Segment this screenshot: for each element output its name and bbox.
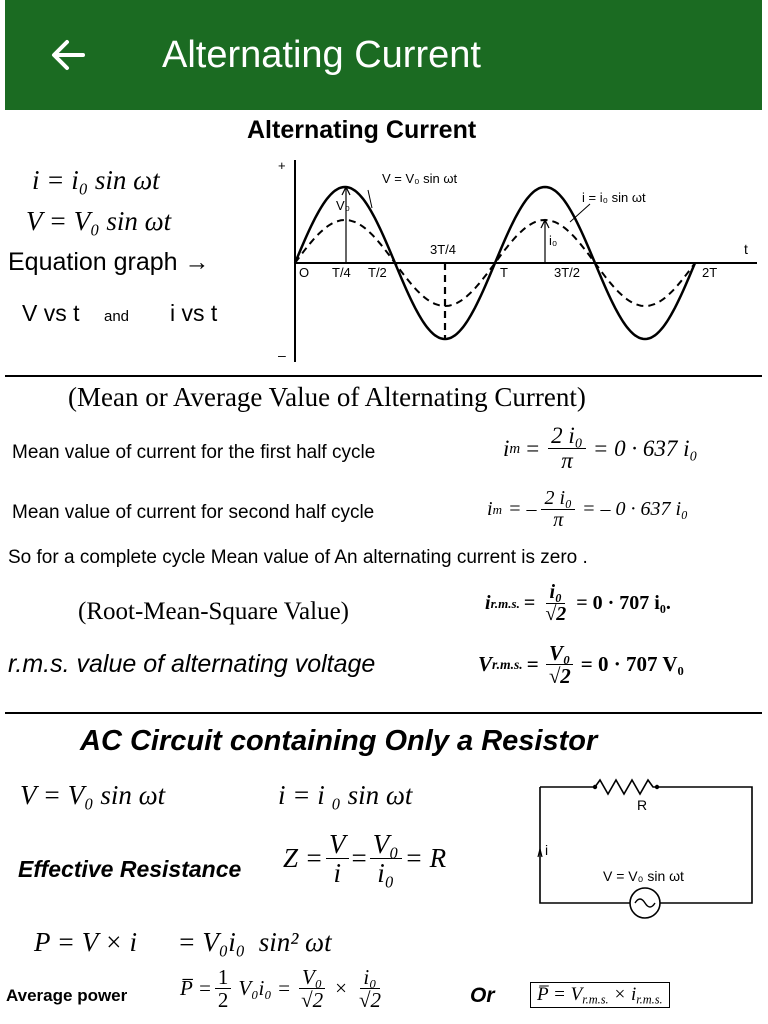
tick-3t2: 3T/2: [554, 265, 581, 280]
tick-t2: T/2: [368, 265, 387, 280]
i-vs-t-label: i vs t: [170, 300, 218, 326]
v-vs-t-label: V vs t: [22, 300, 80, 326]
equation-voltage: V = V₀ sin ωt: [26, 206, 172, 236]
and-label: and: [104, 308, 130, 325]
formula-irms: i r.m.s. = $\frac{\text{i₀}}{√2}$ = 0 · 707 i₀.: [485, 581, 671, 625]
divider-1: [5, 375, 762, 377]
tick-t4: T/4: [332, 265, 351, 280]
equation-current: i = i₀ sin ωt: [32, 165, 160, 195]
ac-resistor-heading: AC Circuit containing Only a Resistor: [80, 725, 598, 757]
section-heading-alternating-current: Alternating Current: [247, 116, 477, 144]
equation-v-resistor: V = V₀ sin ωt: [20, 780, 166, 810]
arrow-left-icon: [45, 30, 95, 80]
minus-sign: –: [278, 347, 286, 363]
sine-wave-graph: [270, 150, 760, 375]
back-button[interactable]: [45, 30, 95, 80]
complete-cycle-text: So for a complete cycle Mean value of An alternating current is zero .: [8, 547, 588, 568]
equation-graph-label: Equation graph →: [8, 248, 210, 276]
rms-heading: (Root-Mean-Square Value): [78, 598, 349, 625]
formula-impedance: Z = $\frac{V}{i}$ = $\frac{\text{V₀}}{\text{i₀}}$ = R: [283, 829, 447, 889]
current-label: i: [545, 842, 549, 858]
divider-2: [5, 712, 762, 714]
formula-mean-first-half: i m = $\frac{\text{2 i₀}}{\pi}$ = 0 · 637 i₀: [503, 423, 698, 474]
plus-sign: +: [278, 158, 286, 173]
source-label: V = V₀ sin ωt: [603, 868, 684, 884]
tick-o: O: [299, 265, 310, 280]
notes-content: [0, 110, 768, 1024]
voltage-curve-label: V = V₀ sin ωt: [382, 171, 458, 186]
tick-3t4: 3T/4: [430, 242, 457, 257]
resistor-circuit-diagram: [535, 775, 760, 945]
t-axis-label: t: [744, 241, 748, 257]
mean-first-half-text: Mean value of current for the first half cycle: [12, 442, 376, 463]
formula-vrms: V r.m.s. = $\frac{\text{V₀}}{√2}$ = 0 · 707 V₀: [478, 641, 684, 689]
formula-average-power-rms: P̅ = $V_{r.m.s.} \times i_{r.m.s.}$: [530, 982, 670, 1008]
current-curve-label: i = i₀ sin ωt: [582, 190, 646, 205]
effective-resistance-label: Effective Resistance: [18, 856, 242, 882]
mean-value-heading: (Mean or Average Value of Alternating Current): [68, 382, 586, 412]
rms-voltage-text: r.m.s. value of alternating voltage: [8, 650, 376, 678]
formula-average-power: P̅ = $\frac{1}{2}$ V₀i₀ = $\frac{\text{V₀}}{√2}$ × $\frac{\text{i₀}}{√2}$: [180, 965, 381, 1013]
v0-label: V₀: [336, 198, 351, 213]
or-label: Or: [470, 984, 495, 1007]
resistor-label: R: [637, 797, 648, 813]
page-title: Alternating Current: [162, 34, 481, 76]
mean-second-half-text: Mean value of current for second half cycle: [12, 502, 375, 523]
formula-mean-second-half: i m = – $\frac{\text{2 i₀}}{\pi}$ = – 0 · 637 i₀: [487, 487, 688, 531]
i0-label: i₀: [549, 233, 558, 248]
equation-power: P = V × i = V₀i₀ sin² ωt: [34, 927, 332, 957]
equation-i-resistor: i = i ₀ sin ωt: [278, 780, 413, 810]
tick-t: T: [500, 265, 508, 280]
average-power-label: Average power: [6, 986, 128, 1005]
tick-2t: 2T: [702, 265, 718, 280]
app-bar: [5, 0, 762, 110]
